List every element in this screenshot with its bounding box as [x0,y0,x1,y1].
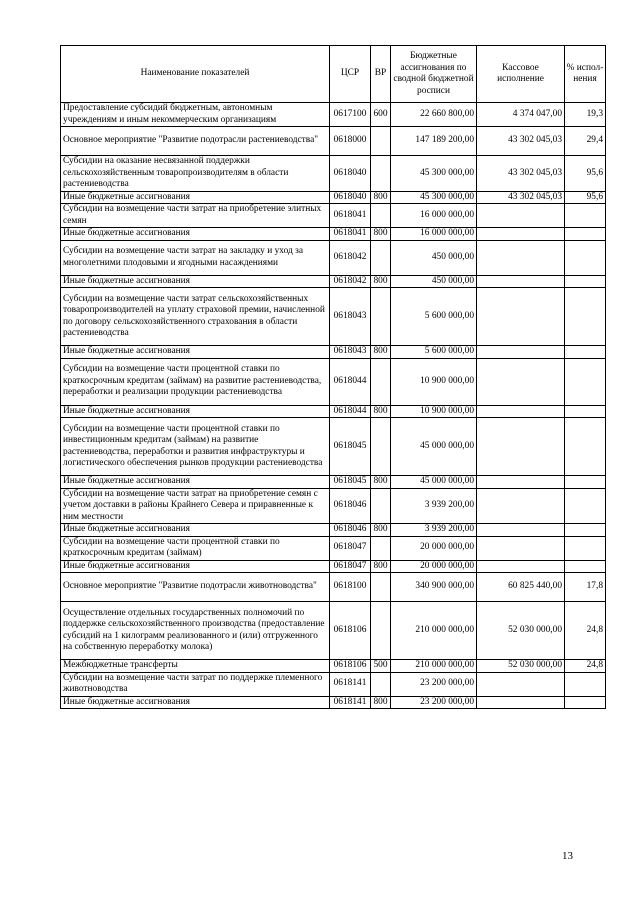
table-row [61,418,606,476]
cell-cash [477,228,565,241]
cell-pct: 17,8 [565,573,606,602]
cell-budget: 210 000 000,00 [391,602,477,660]
cell-name: Иные бюджетные ассигнования [61,228,330,241]
cell-budget: 23 200 000,00 [391,672,477,696]
cell-csr: 0618000 [330,127,371,156]
cell-pct [565,672,606,696]
cell-vr [371,672,391,696]
cell-cash [477,418,565,476]
table-row [61,346,606,359]
cell-budget: 10 900 000,00 [391,405,477,418]
cell-vr [371,204,391,228]
cell-name: Основное мероприятие "Развитие подотрасли растениеводства" [61,127,330,156]
cell-csr: 0618141 [330,696,371,709]
table-row [61,536,606,560]
cell-budget: 147 189 200,00 [391,127,477,156]
cell-vr [371,358,391,405]
cell-pct: 24,8 [565,602,606,660]
cell-cash [477,358,565,405]
cell-pct [565,204,606,228]
cell-budget: 16 000 000,00 [391,204,477,228]
table-row [61,228,606,241]
table-row [61,660,606,673]
cell-budget: 20 000 000,00 [391,536,477,560]
cell-cash [477,536,565,560]
cell-cash [477,288,565,346]
cell-csr: 0618041 [330,228,371,241]
cell-name: Предоставление субсидий бюджетным, автономным учреждениям и иным некоммерческим организациям [61,103,330,127]
table-row [61,405,606,418]
cell-csr: 0618042 [330,240,371,275]
table-body [61,103,606,709]
cell-cash: 43 302 045,03 [477,156,565,192]
cell-vr [371,288,391,346]
cell-pct [565,240,606,275]
cell-vr [371,240,391,275]
cell-budget: 45 000 000,00 [391,476,477,489]
cell-cash [477,696,565,709]
cell-csr: 0618043 [330,288,371,346]
cell-pct [565,228,606,241]
cell-cash [477,405,565,418]
cell-name: Иные бюджетные ассигнования [61,696,330,709]
cell-csr: 0618043 [330,346,371,359]
table-row [61,560,606,573]
table-row [61,240,606,275]
table-header-row [61,46,606,103]
cell-csr: 0618040 [330,191,371,204]
cell-name: Субсидии на возмещение части затрат на закладку и уход за многолетними плодовыми и ягодными насаждениями [61,240,330,275]
table-row [61,103,606,127]
cell-pct [565,476,606,489]
table-row [61,275,606,288]
cell-cash [477,560,565,573]
cell-cash [477,488,565,524]
table-row [61,191,606,204]
cell-csr: 0618042 [330,275,371,288]
table-row [61,358,606,405]
cell-cash: 43 302 045,03 [477,191,565,204]
cell-pct [565,488,606,524]
cell-cash [477,524,565,537]
table-row [61,672,606,696]
cell-pct [565,536,606,560]
cell-budget: 210 000 000,00 [391,660,477,673]
cell-budget: 3 939 200,00 [391,488,477,524]
table-row [61,573,606,602]
table-row [61,127,606,156]
cell-vr [371,127,391,156]
cell-pct [565,275,606,288]
cell-budget: 45 000 000,00 [391,418,477,476]
header-name: Наименование показателей [61,46,330,103]
cell-budget: 23 200 000,00 [391,696,477,709]
cell-csr: 0618046 [330,488,371,524]
cell-cash [477,204,565,228]
table-row [61,524,606,537]
cell-pct [565,418,606,476]
cell-vr: 800 [371,275,391,288]
cell-name: Основное мероприятие "Развитие подотрасли животноводства" [61,573,330,602]
cell-name: Иные бюджетные ассигнования [61,346,330,359]
header-budget: Бюджетные ассигнования по сводной бюджетной росписи [391,46,477,103]
table-row [61,488,606,524]
cell-cash [477,346,565,359]
cell-pct [565,358,606,405]
cell-pct: 95,6 [565,191,606,204]
cell-pct [565,560,606,573]
cell-pct [565,696,606,709]
cell-vr: 800 [371,560,391,573]
table-row [61,476,606,489]
header-pct: % испол-нения [565,46,606,103]
cell-name: Субсидии на возмещение части затрат по поддержке племенного животноводства [61,672,330,696]
cell-csr: 0618047 [330,560,371,573]
cell-csr: 0618044 [330,405,371,418]
cell-vr [371,536,391,560]
cell-budget: 22 660 800,00 [391,103,477,127]
cell-pct [565,405,606,418]
cell-csr: 0618047 [330,536,371,560]
cell-name: Иные бюджетные ассигнования [61,476,330,489]
cell-pct: 19,3 [565,103,606,127]
cell-name: Межбюджетные трансферты [61,660,330,673]
cell-vr [371,602,391,660]
cell-csr: 0618046 [330,524,371,537]
cell-cash: 43 302 045,03 [477,127,565,156]
table-row [61,156,606,192]
cell-name: Иные бюджетные ассигнования [61,524,330,537]
cell-cash: 52 030 000,00 [477,660,565,673]
cell-cash [477,476,565,489]
cell-budget: 10 900 000,00 [391,358,477,405]
cell-vr [371,573,391,602]
cell-csr: 0618045 [330,476,371,489]
header-vr: ВР [371,46,391,103]
cell-name: Иные бюджетные ассигнования [61,560,330,573]
cell-cash [477,240,565,275]
cell-csr: 0618106 [330,660,371,673]
budget-execution-table [60,45,606,709]
cell-vr: 800 [371,346,391,359]
cell-name: Иные бюджетные ассигнования [61,191,330,204]
cell-budget: 16 000 000,00 [391,228,477,241]
cell-cash [477,672,565,696]
cell-budget: 3 939 200,00 [391,524,477,537]
cell-budget: 450 000,00 [391,275,477,288]
cell-pct [565,288,606,346]
cell-vr [371,418,391,476]
cell-name: Субсидии на возмещение части процентной ставки по инвестиционным кредитам (займам) на развитие растениеводства, переработки и развития инфраструктуры и логистического обеспечения рынков продукции растениеводства [61,418,330,476]
cell-csr: 0618100 [330,573,371,602]
cell-vr: 600 [371,103,391,127]
header-csr: ЦСР [330,46,371,103]
cell-vr: 800 [371,228,391,241]
cell-csr: 0618045 [330,418,371,476]
cell-budget: 450 000,00 [391,240,477,275]
cell-name: Субсидии на оказание несвязанной поддержки сельскохозяйственным товаропроизводителям в области растениеводства [61,156,330,192]
cell-vr: 800 [371,191,391,204]
table-row [61,288,606,346]
cell-budget: 340 900 000,00 [391,573,477,602]
cell-csr: 0618040 [330,156,371,192]
header-cash: Кассовое исполнение [477,46,565,103]
cell-cash: 60 825 440,00 [477,573,565,602]
cell-pct [565,524,606,537]
cell-cash: 4 374 047,00 [477,103,565,127]
cell-name: Субсидии на возмещение части процентной ставки по краткосрочным кредитам (займам) на развитие растениеводства, переработки и реализации продукции растениеводства [61,358,330,405]
table-row [61,696,606,709]
cell-name: Субсидии на возмещение части затрат на приобретение семян с учетом доставки в районы Крайнего Севера и приравненные к ним местности [61,488,330,524]
cell-vr [371,156,391,192]
cell-budget: 5 600 000,00 [391,288,477,346]
cell-cash: 52 030 000,00 [477,602,565,660]
cell-budget: 45 300 000,00 [391,191,477,204]
cell-name: Осуществление отдельных государственных полномочий по поддержке сельскохозяйственного производства (предоставление субсидий на 1 килограмм реализованного и (или) отгруженного на собственную переработку молока) [61,602,330,660]
cell-budget: 20 000 000,00 [391,560,477,573]
cell-pct: 24,8 [565,660,606,673]
cell-vr [371,488,391,524]
cell-vr: 800 [371,476,391,489]
cell-csr: 0618106 [330,602,371,660]
cell-cash [477,275,565,288]
cell-pct: 29,4 [565,127,606,156]
cell-csr: 0617100 [330,103,371,127]
table-row [61,204,606,228]
page-number: 13 [562,850,573,862]
cell-name: Субсидии на возмещение части затрат сельскохозяйственных товаропроизводителей на уплату страховой премии, начисленной по договору сельскохозяйственного страхования в области растениеводства [61,288,330,346]
cell-vr: 800 [371,405,391,418]
cell-name: Субсидии на возмещение части затрат на приобретение элитных семян [61,204,330,228]
cell-vr: 500 [371,660,391,673]
cell-name: Иные бюджетные ассигнования [61,275,330,288]
cell-csr: 0618044 [330,358,371,405]
cell-name: Субсидии на возмещение части процентной ставки по краткосрочным кредитам (займам) [61,536,330,560]
cell-vr: 800 [371,696,391,709]
cell-name: Иные бюджетные ассигнования [61,405,330,418]
table-row [61,602,606,660]
cell-pct: 95,6 [565,156,606,192]
cell-vr: 800 [371,524,391,537]
cell-csr: 0618041 [330,204,371,228]
cell-budget: 5 600 000,00 [391,346,477,359]
cell-pct [565,346,606,359]
cell-csr: 0618141 [330,672,371,696]
cell-budget: 45 300 000,00 [391,156,477,192]
